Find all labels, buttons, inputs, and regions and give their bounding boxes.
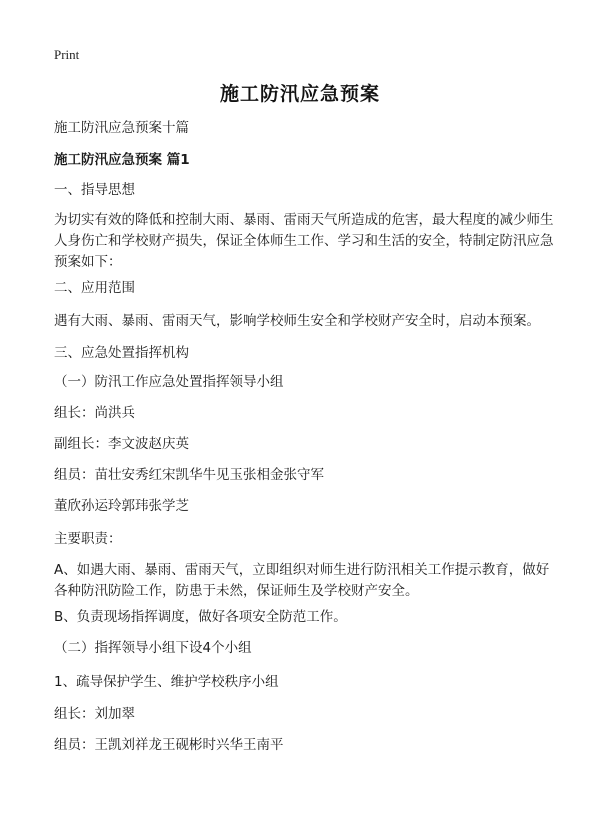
heading-main-duties: 主要职责： bbox=[54, 531, 122, 547]
subgroup-1-members: 组员：王凯刘祥龙王砚彬时兴华王南平 bbox=[54, 737, 284, 753]
paragraph-guiding-principle: 为切实有效的降低和控制大雨、暴雨、雷雨天气所造成的危害，最大程度的减少师生人身伤亡和学校财产损失，保证全体师生工作、学习和生活的安全，特制定防汛应急预案如下： bbox=[54, 212, 554, 270]
heading-scope: 二、应用范围 bbox=[54, 280, 135, 296]
heading-subgroups: （二）指挥领导小组下设4个小组 bbox=[54, 640, 252, 656]
heading-command-structure: 三、应急处置指挥机构 bbox=[54, 345, 189, 361]
subgroup-1-title: 1、疏导保护学生、维护学校秩序小组 bbox=[54, 674, 279, 690]
document-subtitle: 施工防汛应急预案十篇 bbox=[54, 120, 189, 136]
paragraph-scope: 遇有大雨、暴雨、雷雨天气，影响学校师生安全和学校财产安全时，启动本预案。 bbox=[54, 313, 540, 329]
group-members: 组员：苗壮安秀红宋凯华牛见玉张相金张守军 bbox=[54, 467, 324, 483]
duty-a: A、如遇大雨、暴雨、雷雨天气，立即组织对师生进行防汛相关工作提示教育，做好各种防汛防险工作，防患于未然，保证师生及学校财产安全。 bbox=[54, 562, 550, 599]
page-title: 施工防汛应急预案 bbox=[219, 83, 380, 105]
section-heading: 施工防汛应急预案 篇1 bbox=[54, 152, 190, 168]
heading-leading-group: （一）防汛工作应急处置指挥领导小组 bbox=[54, 374, 284, 390]
group-leader: 组长：尚洪兵 bbox=[54, 405, 135, 421]
deputy-leader: 副组长：李文波赵庆英 bbox=[54, 436, 189, 452]
duty-b: B、负责现场指挥调度，做好各项安全防范工作。 bbox=[54, 609, 347, 625]
subgroup-1-leader: 组长：刘加翠 bbox=[54, 706, 135, 722]
heading-guiding-principle: 一、指导思想 bbox=[54, 182, 135, 198]
group-members-continued: 董欣孙运玲郭玮张学芝 bbox=[54, 498, 189, 514]
print-label: Print bbox=[54, 47, 80, 62]
